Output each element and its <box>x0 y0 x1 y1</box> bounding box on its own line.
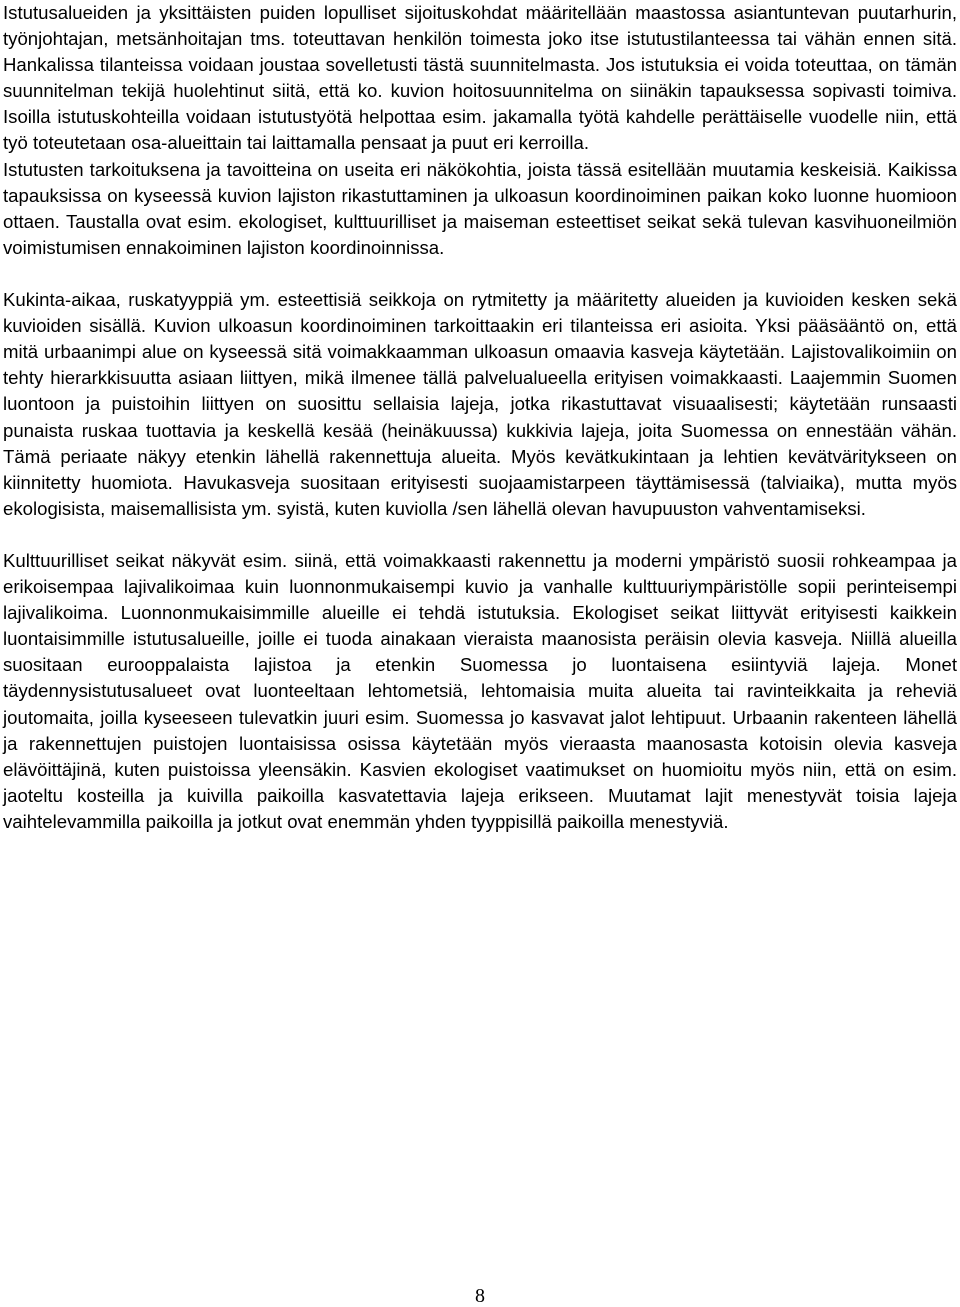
paragraph-istutusalueet: Istutusalueiden ja yksittäisten puiden lopulliset sijoituskohdat määritellään maastossa asiantuntevan puutarhurin, työnjohtajan, metsänhoitajan tms. toteuttavan henkilön toimesta joko itse istutustilanteessa tai vähän ennen sitä. Hankalissa tilanteissa voidaan joustaa sovelletusti tästä suunnitelmasta. Jos istutuksia ei voida toteuttaa, on tämän suunnitelman tekijä huolehtinut siitä, että ko. kuvion hoitosuunnitelma on siinäkin tapauksessa sopivasti toimiva. Isoilla istutuskohteilla voidaan istutustyötä helpottaa esim. jakamalla työtä kahdelle perättäiselle vuodelle niin, että työ toteutetaan osa-alueittain tai laittamalla pensaat ja puut eri kerroilla. Istutusten tarkoituksena ja tavoitteina on useita eri näkökohtia, joista tässä esitellään muutamia keskeisiä. Kaikissa tapauksissa on kyseessä kuvion lajiston rikastuttaminen ja ulkoasun koordinoiminen paikan koko luonne huomioon ottaen. Taustalla ovat esim. ekologiset, kulttuurilliset ja maiseman esteettiset seikat sekä tulevan kasvihuoneilmiön voimistumisen ennakoiminen lajiston koordinoinnissa. <box>3 2 957 258</box>
page-number: 8 <box>475 1285 485 1307</box>
paragraph-kulttuurilliset-seikat: Kulttuurilliset seikat näkyvät esim. siinä, että voimakkaasti rakennettu ja moderni ympäristö suosii rohkeampaa ja erikoisempaa lajivalikoimaa kuin luonnonmukaisempi kuvio ja vanhalle kulttuuriympäristölle sopii perinteisempi lajivalikoima. Luonnonmukaisimmille alueille ei tehdä istutuksia. Ekologiset seikat liittyvät erityisesti kaikkein luontaisimmille istutusalueille, joille ei tuoda ainakaan vieraista maanosista peräisin olevia kasveja. Niillä alueilla suositaan eurooppalaista lajistoa ja etenkin Suomessa jo luontaisena esiintyviä lajeja. Monet täydennysistutusalueet ovat luonteeltaan lehtometsiä, lehtomaisia muita alueita tai ravinteikkaita ja reheviä joutomaita, joilla kyseeseen tulevatkin juuri esim. Suomessa jo kasvavat jalot lehtipuut. Urbaanin rakenteen lähellä ja rakennettujen puistojen luontaisissa osissa käytetään myös vieraasta maanosasta kotoisin olevia kasveja elävöittäjinä, kuten puistoissa yleensäkin. Kasvien ekologiset vaatimukset on huomioitu myös niin, että on esim. jaoteltu kosteilla ja kuivilla paikoilla kasvatettavia lajeja erikseen. Muutamat lajit menestyvät toisia lajeja vaihtelevammilla paikoilla ja jotkut ovat enemmän yhden tyyppisillä paikoilla menestyviä. <box>3 549 957 832</box>
page-body <box>3 0 957 835</box>
paragraph-kukinta-aika: Kukinta-aikaa, ruskatyyppiä ym. esteettisiä seikkoja on rytmitetty ja määritetty alueiden ja kuvioiden kesken sekä kuvioiden sisällä. Kuvion ulkoasun koordinoiminen tarkoittaakin eri tilanteissa eri asioita. Yksi pääsääntö on, että mitä urbaanimpi alue on kyseessä sitä voimakkaamman ulkoasun omaavia kasveja käytetään. Lajistovalikoimiin on tehty hierarkkisuutta asiaan liittyen, mikä ilmenee tällä palvelualueella erityisen voimakkaasti. Laajemmin Suomen luontoon ja puistoihin liittyen on suosittu sellaisia lajeja, jotka rikastuttavat visuaalisesti; käytetään runsaasti punaista ruskaa tuottavia ja keskellä kesää (heinäkuussa) kukkivia lajeja, joita Suomessa on ennestään vähän. Tämä periaate näkyy etenkin lähellä rakennettuja alueita. Myös kevätkukintaan ja lehtien kevätväritykseen on kiinnitetty huomiota. Havukasveja suositaan erityisesti suojaamistarpeen täyttämisessä (talviaika), mutta myös ekologisista, maisemallisista ym. syistä, kuten kuviolla /sen lähellä olevan havupuuston vahventamiseksi. <box>3 289 957 519</box>
